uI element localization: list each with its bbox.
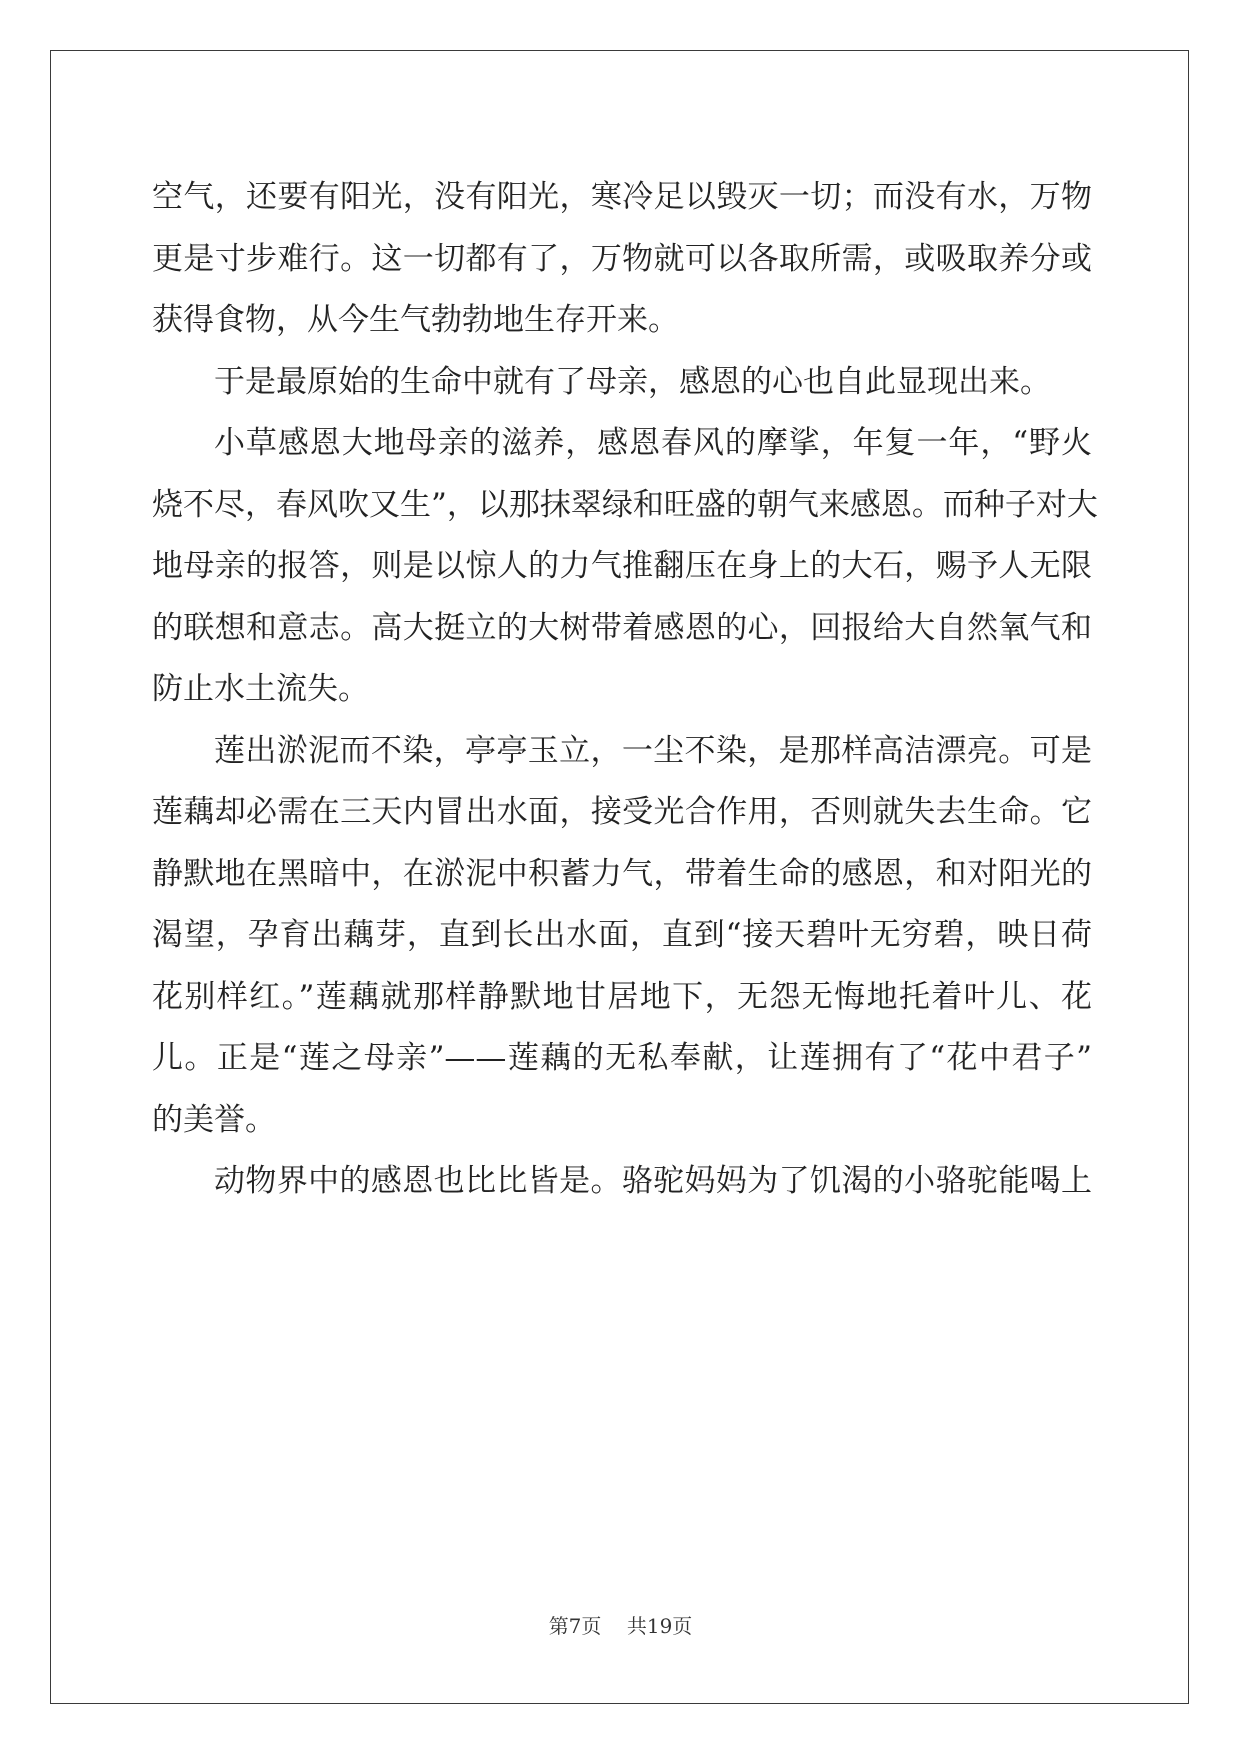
paragraph	[152, 721, 1092, 1152]
paragraph	[152, 1151, 1092, 1213]
text-line: 莲出淤泥而不染，亭亭玉立，一尘不染，是那样高洁漂亮。可是	[214, 732, 1092, 769]
text-line: 小草感恩大地母亲的滋养，感恩春风的摩挲，年复一年，“野火	[214, 425, 1092, 461]
text-line: 莲藕却必需在三天内冒出水面，接受光合作用，否则就失去生命。它	[152, 794, 1092, 830]
text-line: 获得食物，从今生气勃勃地生存开来。	[152, 302, 679, 338]
paragraph	[152, 167, 1092, 352]
text-line: 烧不尽，春风吹又生”，以那抹翠绿和旺盛的朝气来感恩。而种子对大	[152, 486, 1098, 523]
text-line: 渴望，孕育出藕芽，直到长出水面，直到“接天碧叶无穷碧，映日荷	[152, 917, 1092, 953]
document-body	[152, 167, 1098, 1213]
text-line: 动物界中的感恩也比比皆是。骆驼妈妈为了饥渴的小骆驼能喝上	[214, 1163, 1092, 1199]
paragraph	[152, 352, 1092, 414]
page-footer	[0, 1610, 1241, 1639]
text-line: 空气，还要有阳光，没有阳光，寒冷足以毁灭一切；而没有水，万物	[152, 179, 1092, 215]
text-line: 花别样红。”莲藕就那样静默地甘居地下，无怨无悔地托着叶儿、花	[152, 978, 1092, 1015]
text-line: 的美誉。	[152, 1101, 276, 1138]
text-line: 的联想和意志。高大挺立的大树带着感恩的心，回报给大自然氧气和	[152, 609, 1092, 646]
footer-separator	[601, 1614, 626, 1638]
text-line: 地母亲的报答，则是以惊人的力气推翻压在身上的大石，赐予人无限	[152, 548, 1092, 584]
page-total: 共19页	[626, 1614, 693, 1638]
text-line: 儿。正是“莲之母亲”——莲藕的无私奉献，让莲拥有了“花中君子”	[152, 1040, 1092, 1076]
text-line: 防止水土流失。	[152, 671, 369, 707]
text-line: 于是最原始的生命中就有了母亲，感恩的心也自此显现出来。	[214, 363, 1051, 400]
page-number: 第7页	[548, 1614, 602, 1638]
text-line: 静默地在黑暗中，在淤泥中积蓄力气，带着生命的感恩，和对阳光的	[152, 855, 1092, 892]
paragraph	[152, 413, 1098, 721]
text-line: 更是寸步难行。这一切都有了，万物就可以各取所需，或吸取养分或	[152, 240, 1092, 277]
